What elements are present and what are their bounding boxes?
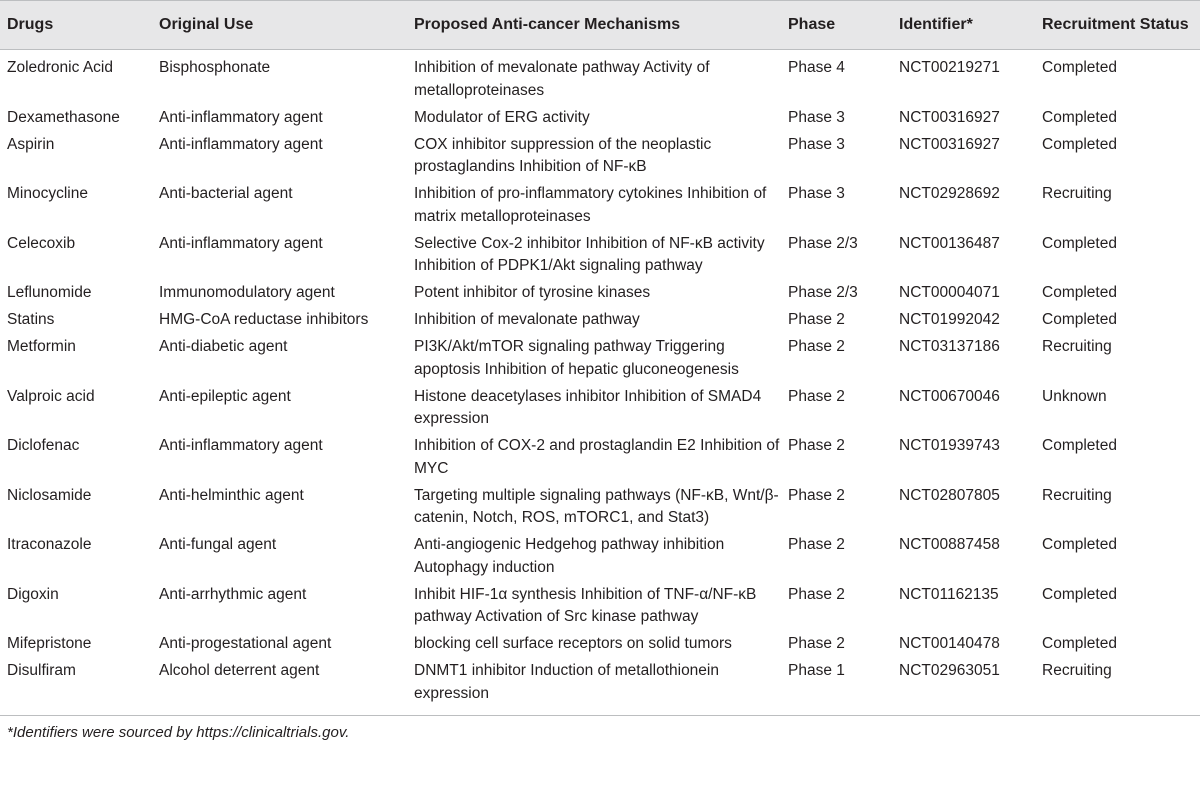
cell-recruitment-status: Recruiting: [1035, 657, 1200, 716]
table-row: [0, 230, 1200, 280]
cell-original-use: Anti-inflammatory agent: [159, 437, 323, 454]
cell-original-use: Anti-progestational agent: [159, 635, 332, 652]
table-row: [0, 581, 1200, 631]
table-row: [0, 50, 1200, 104]
cell-mechanism: PI3K/Akt/mTOR signaling pathway Triggering apoptosis Inhibition of hepatic gluconeogenesis: [414, 338, 739, 378]
cell-original-use: Anti-inflammatory agent: [159, 108, 323, 126]
cell-drug: Celecoxib: [7, 234, 76, 252]
cell-phase: Phase 2: [788, 437, 845, 454]
cell-phase: Phase 2: [788, 585, 845, 603]
cell-drug: Valproic acid: [7, 387, 95, 405]
cell-identifier: NCT01162135: [899, 585, 999, 603]
cell-mechanism: Selective Cox-2 inhibitor Inhibition of NF-κB activity Inhibition of PDPK1/Akt signaling pathway: [414, 234, 765, 274]
cell-recruitment-status: Completed: [1042, 536, 1117, 553]
cell-recruitment-status: Completed: [1042, 311, 1117, 328]
cell-identifier: NCT02963051: [892, 657, 1035, 716]
header-mechanisms: Proposed Anti-cancer Mechanisms: [407, 1, 781, 50]
cell-recruitment-status: Recruiting: [1042, 338, 1112, 355]
cell-recruitment-status: Completed: [1042, 108, 1117, 126]
cell-recruitment-status: Unknown: [1042, 387, 1107, 405]
cell-identifier: NCT00316927: [899, 108, 1000, 126]
cell-phase: Phase 2/3: [788, 234, 858, 252]
table-row: [0, 630, 1200, 657]
cell-recruitment-status: Completed: [1042, 59, 1117, 76]
cell-mechanism: Inhibit HIF-1α synthesis Inhibition of TNF-α/NF-κB pathway Activation of Src kinase pathway: [414, 585, 757, 625]
cell-identifier: NCT00670046: [899, 387, 1000, 405]
cell-original-use: Anti-inflammatory agent: [159, 234, 323, 252]
cell-drug: Statins: [7, 311, 55, 328]
cell-mechanism: Inhibition of pro-inflammatory cytokines Inhibition of matrix metalloproteinases: [414, 185, 767, 225]
cell-mechanism: Anti-angiogenic Hedgehog pathway inhibition Autophagy induction: [414, 536, 725, 576]
cell-mechanism: Histone deacetylases inhibitor Inhibition of SMAD4 expression: [414, 387, 762, 427]
cell-drug: Metformin: [7, 338, 76, 355]
cell-phase: Phase 1: [781, 657, 892, 716]
table-row: [0, 306, 1200, 333]
header-phase: Phase: [781, 1, 892, 50]
cell-original-use: Anti-fungal agent: [159, 536, 277, 553]
cell-identifier: NCT02928692: [899, 185, 1000, 202]
cell-identifier: NCT00316927: [899, 135, 1000, 153]
cell-original-use: Alcohol deterrent agent: [152, 657, 407, 716]
cell-mechanism: Targeting multiple signaling pathways (NF-κB, Wnt/β-catenin, Notch, ROS, mTORC1, and Stat3): [414, 486, 779, 526]
cell-original-use: HMG-CoA reductase inhibitors: [159, 311, 369, 328]
cell-original-use: Anti-diabetic agent: [159, 338, 288, 355]
cell-phase: Phase 3: [788, 185, 845, 202]
cell-identifier: NCT00136487: [899, 234, 1000, 252]
cell-original-use: Anti-helminthic agent: [159, 486, 304, 504]
cell-phase: Phase 4: [788, 59, 845, 76]
cell-identifier: NCT00219271: [899, 59, 1000, 76]
cell-drug: Dexamethasone: [7, 108, 120, 126]
cell-identifier: NCT03137186: [899, 338, 1000, 355]
header-row: [0, 1, 1200, 50]
cell-phase: Phase 2: [788, 536, 845, 553]
cell-mechanism: Inhibition of COX-2 and prostaglandin E2 Inhibition of MYC: [414, 437, 780, 477]
cell-recruitment-status: Completed: [1042, 635, 1117, 652]
table-row: [0, 104, 1200, 131]
cell-phase: Phase 3: [788, 135, 845, 153]
table-header: [0, 1, 1200, 50]
cell-recruitment-status: Completed: [1042, 284, 1117, 301]
cell-recruitment-status: Completed: [1042, 234, 1117, 252]
header-identifier: Identifier*: [892, 1, 1035, 50]
cell-drug: Digoxin: [7, 585, 59, 603]
table-row: [0, 333, 1200, 383]
cell-identifier: NCT00004071: [899, 284, 1000, 301]
cell-original-use: Anti-arrhythmic agent: [159, 585, 307, 603]
header-recruitment-status: Recruitment Status: [1035, 1, 1200, 50]
cell-mechanism: COX inhibitor suppression of the neoplastic prostaglandins Inhibition of NF-κB: [414, 135, 712, 175]
cell-phase: Phase 2/3: [788, 284, 858, 301]
cell-phase: Phase 2: [788, 635, 845, 652]
cell-original-use: Bisphosphonate: [159, 59, 271, 76]
cell-drug: Minocycline: [7, 185, 88, 202]
cell-phase: Phase 2: [788, 338, 845, 355]
cell-drug: Disulfiram: [0, 657, 152, 716]
cell-identifier: NCT02807805: [899, 486, 1000, 504]
table-body: [0, 50, 1200, 716]
cell-original-use: Anti-epileptic agent: [159, 387, 291, 405]
cell-recruitment-status: Completed: [1042, 585, 1117, 603]
cell-drug: Niclosamide: [7, 486, 92, 504]
cell-drug: Aspirin: [7, 135, 55, 153]
cell-drug: Mifepristone: [7, 635, 92, 652]
cell-drug: Diclofenac: [7, 437, 80, 454]
cell-phase: Phase 2: [788, 486, 845, 504]
cell-drug: Itraconazole: [7, 536, 92, 553]
table-footnote: *Identifiers were sourced by https://clinicaltrials.gov.: [7, 724, 350, 741]
cell-phase: Phase 2: [788, 387, 845, 405]
cell-phase: Phase 2: [788, 311, 845, 328]
cell-original-use: Anti-inflammatory agent: [159, 135, 323, 153]
cell-original-use: Anti-bacterial agent: [159, 185, 293, 202]
table-row: [0, 279, 1200, 306]
table-row: [0, 383, 1200, 433]
header-original-use: Original Use: [152, 1, 407, 50]
cell-recruitment-status: Completed: [1042, 135, 1117, 153]
header-drugs: Drugs: [0, 1, 152, 50]
table-row: [0, 131, 1200, 181]
table-row: [0, 482, 1200, 532]
cell-mechanism: DNMT1 inhibitor Induction of metallothionein expression: [407, 657, 781, 716]
cell-mechanism: Inhibition of mevalonate pathway: [414, 311, 640, 328]
cell-identifier: NCT01992042: [899, 311, 1000, 328]
cell-identifier: NCT00887458: [899, 536, 1000, 553]
cell-mechanism: Modulator of ERG activity: [414, 108, 590, 126]
cell-phase: Phase 3: [788, 108, 845, 126]
cell-recruitment-status: Recruiting: [1042, 185, 1112, 202]
table-row: [0, 180, 1200, 230]
table-row: [0, 432, 1200, 482]
cell-original-use: Immunomodulatory agent: [159, 284, 335, 301]
cell-recruitment-status: Recruiting: [1042, 486, 1112, 504]
cell-drug: Zoledronic Acid: [7, 59, 113, 76]
cell-mechanism: Potent inhibitor of tyrosine kinases: [414, 284, 651, 301]
cell-identifier: NCT00140478: [899, 635, 1000, 652]
cell-recruitment-status: Completed: [1042, 437, 1117, 454]
cell-mechanism: Inhibition of mevalonate pathway Activity of metalloproteinases: [414, 59, 710, 99]
table-row: [0, 531, 1200, 581]
cell-identifier: NCT01939743: [899, 437, 1000, 454]
cell-mechanism: blocking cell surface receptors on solid tumors: [414, 635, 732, 652]
table-row: [0, 657, 1200, 716]
cell-drug: Leflunomide: [7, 284, 92, 301]
